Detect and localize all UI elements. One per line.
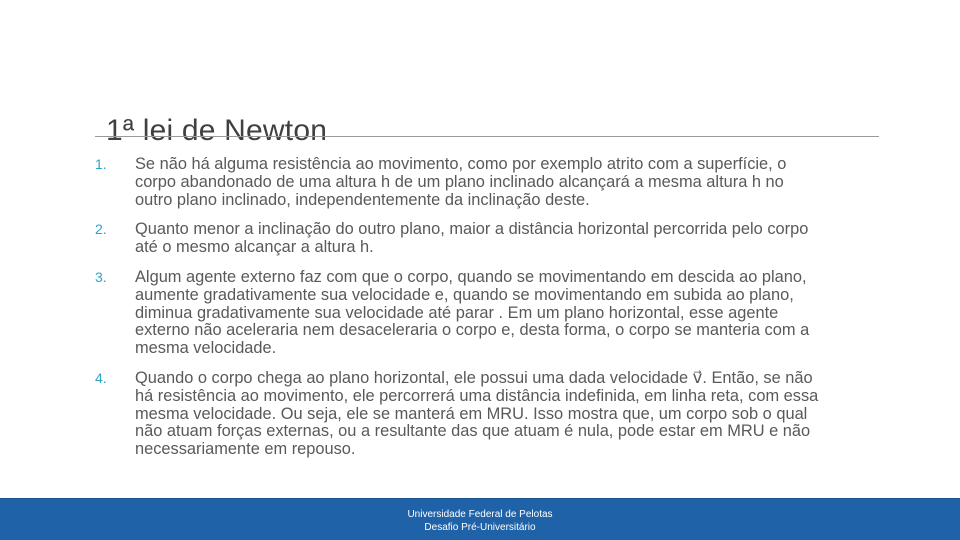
footer-institution: Universidade Federal de Pelotas [407,509,553,520]
list-item-number: 2. [95,221,107,238]
list-item [95,370,865,459]
list-item-text: Quando o corpo chega ao plano horizontal, ele possui uma dada velocidade v⃗. Então, se não há resistência ao movimento, ele percorrerá uma distância indefinida, em linha reta, com essa mesma velocidade. Ou seja, ele se manterá em MRU. Isso mostra que, um corpo sob o qual não atuam forças externas, ou a resultante das que atuam é nula, pode estar em MRU e não necessariamente em repouso. [135,368,819,459]
slide-title: 1ª lei de Newton [106,114,328,148]
list-item [95,221,865,257]
footer-program: Desafio Pré-Universitário [424,522,536,533]
list-item-text: Se não há alguma resistência ao movimento, como por exemplo atrito com a superfície, o corpo abandonado de uma altura h de um plano inclinado alcançará a mesma altura h no outro plano inclinado, independentemente da inclinação deste. [135,155,787,209]
list-item-number: 4. [95,369,107,386]
list-item-number: 3. [95,268,107,285]
title-divider [95,136,879,137]
list-item-text: Algum agente externo faz com que o corpo, quando se movimentando em descida ao plano, aumente gradativamente sua velocidade e, quando se movimentando em subida ao plano, diminua gradativamente sua velocidade até parar . Em um plano horizontal, esse agente externo não aceleraria nem desaceleraria o corpo e, desta forma, o corpo se manteria com a mesma velocidade. [135,267,810,358]
list-item [95,269,865,358]
list-item-number: 1. [95,156,107,172]
footer-bar [0,498,960,540]
list-item [95,156,865,209]
list-item-text: Quanto menor a inclinação do outro plano, maior a distância horizontal percorrida pelo corpo até o mesmo alcançar a altura h. [135,220,809,257]
numbered-list [95,156,865,471]
